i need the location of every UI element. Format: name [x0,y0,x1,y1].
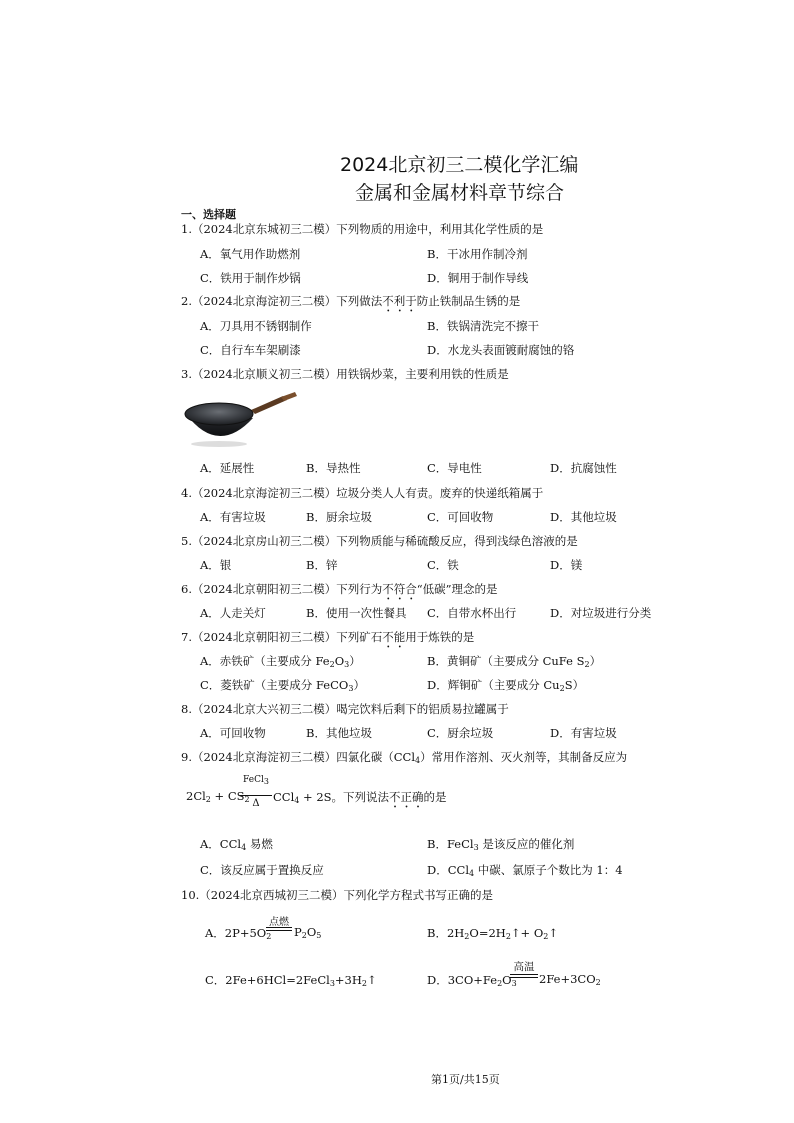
q7-option-d: D．辉铜矿（主要成分 $Cu_2S$） [427,678,585,693]
q8-option-d: D．有害垃圾 [550,726,617,740]
q2-emphasis: 不利于 [382,294,417,308]
q4-stem: 4.（2024北京海淀初三二模）垃圾分类人人有责。废弃的快递纸箱属于 [181,486,544,500]
q3-option-c: C．导电性 [427,461,482,475]
page-number: 第1页/共15页 [431,1073,500,1086]
q2-option-a: A．刀具用不锈钢制作 [200,319,312,333]
q9-option-d: D．CCl$_4$ 中碳、氯原子个数比为 1：4 [427,863,623,878]
q5-option-b: B．锌 [306,558,338,572]
q9-emphasis: 不正确 [389,790,424,804]
q7-option-a: A．赤铁矿（主要成分 $Fe_2O_3$） [200,654,361,669]
page-title: 2024北京初三二模化学汇编 [340,154,579,176]
q4-option-a: A．有害垃圾 [200,510,266,524]
q10-d-condition: 高温 [513,961,535,973]
q10-option-d: D．$3CO+Fe_2O_3$ [427,973,517,988]
q9-equation-right: CCl$_4$ + 2S。下列说法不正确的是 [273,790,447,805]
q7-emphasis: 不能 [382,630,406,644]
q9-equation: $2Cl_2 + CS_2$ [186,789,250,804]
q3-option-a: A．延展性 [200,461,255,475]
q6-option-c: C．自带水杯出行 [427,606,517,620]
q2-option-d: D．水龙头表面镀耐腐蚀的铬 [427,343,575,357]
q1-option-d: D．铜用于制作导线 [427,271,529,285]
q10-d-equals [510,974,538,978]
q5-option-c: C．铁 [427,558,459,572]
q6-option-b: B．使用一次性餐具 [306,606,407,620]
q10-option-b: B．$2H_2O=2H_2↑+$ $O_2↑$ [427,926,558,941]
q8-option-b: B．其他垃圾 [306,726,372,740]
q9-heat-symbol: Δ [252,798,260,809]
q10-a-condition: 点燃 [269,917,289,928]
q6-stem: 6.（2024北京朝阳初三二模）下列行为不符合“低碳”理念的是 [181,582,498,596]
q7-option-c: C．菱铁矿（主要成分 FeCO$_3$） [200,678,365,693]
q1-stem: 1.（2024北京东城初三二模）下列物质的用途中，利用其化学性质的是 [181,222,544,236]
q9-catalyst: FeCl$_3$ [243,775,269,786]
q2-option-b: B．铁锅清洗完不擦干 [427,319,539,333]
q3-option-b: B．导热性 [306,461,361,475]
q2-option-c: C．自行车车架刷漆 [200,343,301,357]
iron-wok-image [183,390,298,452]
q8-option-c: C．厨余垃圾 [427,726,494,740]
q1-option-a: A．氧气用作助燃剂 [200,247,301,261]
q9-option-c: C．该反应属于置换反应 [200,863,324,877]
q5-stem: 5.（2024北京房山初三二模）下列物质能与稀硫酸反应，得到浅绿色溶液的是 [181,534,578,548]
q9-option-b: B．FeCl$_3$ 是该反应的催化剂 [427,837,575,852]
q4-option-b: B．厨余垃圾 [306,510,372,524]
q10-stem: 10.（2024北京西城初三二模）下列化学方程式书写正确的是 [181,888,494,902]
q9-reaction-arrow [240,795,272,796]
q2-stem: 2.（2024北京海淀初三二模）下列做法不利于防止铁制品生锈的是 [181,294,521,308]
q3-stem: 3.（2024北京顺义初三二模）用铁锅炒菜，主要利用铁的性质是 [181,367,509,381]
q5-option-a: A．银 [200,558,232,572]
section-heading: 一、选择题 [181,208,236,221]
q1-option-c: C．铁用于制作炒锅 [200,271,301,285]
q3-option-d: D．抗腐蚀性 [550,461,617,475]
q6-emphasis: 不符合 [382,582,417,596]
q7-stem: 7.（2024北京朝阳初三二模）下列矿石不能用于炼铁的是 [181,630,475,644]
q10-a-equals [266,927,292,931]
q6-option-d: D．对垃圾进行分类 [550,606,652,620]
q4-option-c: C．可回收物 [427,510,494,524]
page-subtitle: 金属和金属材料章节综合 [355,182,565,204]
q5-option-d: D．镁 [550,558,583,572]
q1-option-b: B．干冰用作制冷剂 [427,247,528,261]
q9-option-a: A．CCl$_4$ 易燃 [200,837,273,852]
q10-option-c: C．$2Fe+6HCl=2FeCl_3+3H_2↑$ [205,973,377,988]
q7-option-b: B．黄铜矿（主要成分 CuFe $S_2$） [427,654,602,669]
q9-stem: 9.（2024北京海淀初三二模）四氯化碳（CCl$_4$）常用作溶剂、灭火剂等，其制备反应为 [181,750,628,765]
q8-option-a: A．可回收物 [200,726,266,740]
q8-stem: 8.（2024北京大兴初三二模）喝完饮料后剩下的铝质易拉罐属于 [181,702,509,716]
q6-option-a: A．人走关灯 [200,606,266,620]
q10-option-a: A．$2P+5O_2$ [205,926,272,941]
q4-option-d: D．其他垃圾 [550,510,617,524]
q10-d-product: $2Fe+3CO_2$ [539,972,601,987]
q10-a-product: $P_2O_5$ [294,925,322,940]
